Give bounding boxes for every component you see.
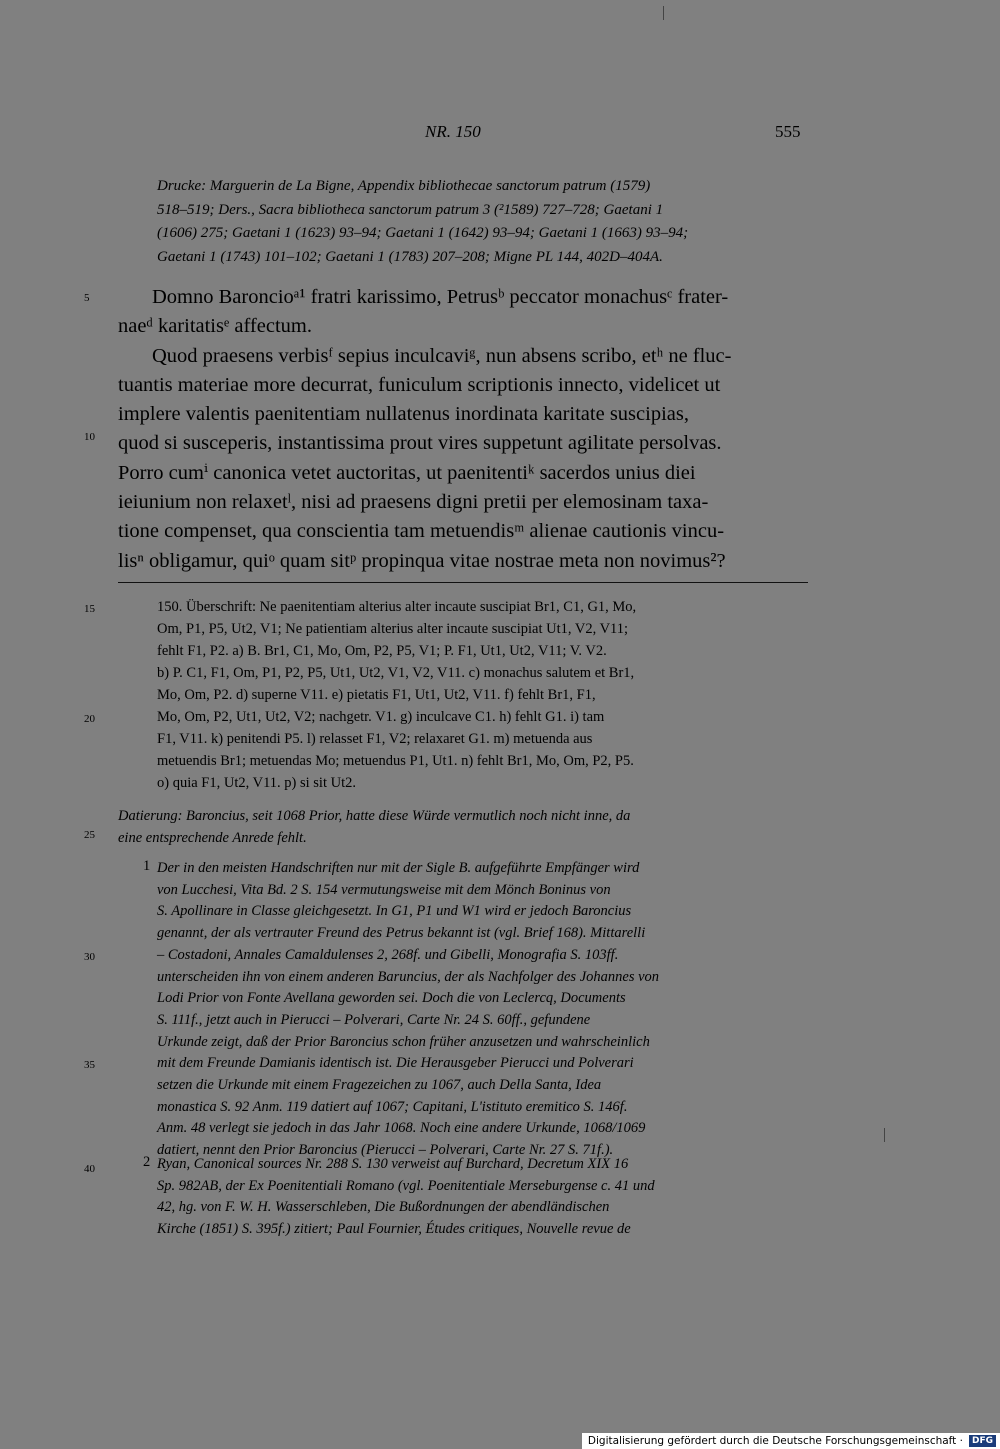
prints-line: (1606) 275; Gaetani 1 (1623) 93–94; Gaetani 1 (1642) 93–94; Gaetani 1 (1663) 93–94; bbox=[157, 225, 689, 242]
scan-mark bbox=[884, 1128, 885, 1142]
footnote-number: 1 bbox=[143, 858, 151, 874]
letter-line: tuantis materiae more decurrat, funiculum scriptionis innecto, videlicet ut bbox=[118, 373, 721, 396]
footnote-line: Lodi Prior von Fonte Avellana geworden sei. Doch die von Leclercq, Documents bbox=[157, 990, 626, 1007]
footnote-line: genannt, der als vertrauter Freund des Petrus bekannt ist (vgl. Brief 168). Mittarelli bbox=[157, 925, 646, 942]
footnote-line: mit dem Freunde Damianis identisch ist. Die Herausgeber Pierucci und Polverari bbox=[157, 1055, 634, 1072]
footnote-line: setzen die Urkunde mit einem Fragezeichen zu 1067, auch Della Santa, Idea bbox=[157, 1077, 602, 1094]
letter-line: naeᵈ karitatisᵉ affectum. bbox=[118, 315, 312, 338]
letter-line: Domno Baroncioᵃ¹ fratri karissimo, Petrusᵇ peccator monachusᶜ frater- bbox=[152, 286, 729, 308]
footnote-line: unterscheiden ihn von einem anderen Baruncius, der als Nachfolger des Johannes von bbox=[157, 968, 660, 985]
letter-line: Porro cumⁱ canonica vetet auctoritas, ut paenitentiᵏ sacerdos unius diei bbox=[118, 461, 696, 484]
footnote-line: 42, hg. von F. W. H. Wasserschleben, Die Bußordnungen der abendländischen bbox=[157, 1199, 610, 1216]
footer-text: Digitalisierung gefördert durch die Deutsche Forschungsgemeinschaft · bbox=[587, 1435, 963, 1447]
funding-footer bbox=[582, 1433, 1000, 1449]
footnote-line: Anm. 48 verlegt sie jedoch in das Jahr 1068. Noch eine andere Urkunde, 1068/1069 bbox=[157, 1120, 646, 1137]
letter-line: implere valentis paenitentiam nullatenus inordinata karitate suscipias, bbox=[118, 403, 689, 426]
apparatus-line: o) quia F1, Ut2, V11. p) si sit Ut2. bbox=[157, 775, 356, 791]
letter-line: quod si susceperis, instantissima prout vires suppetunt agilitate persolvas. bbox=[118, 432, 722, 455]
apparatus-line: 150. Überschrift: Ne paenitentiam alterius alter incaute suscipiat Br1, C1, G1, Mo, bbox=[157, 599, 637, 615]
prints-section bbox=[157, 175, 805, 269]
footnote-line: von Lucchesi, Vita Bd. 2 S. 154 vermutungsweise mit dem Mönch Boninus von bbox=[157, 881, 611, 898]
dfg-logo: DFG bbox=[969, 1435, 996, 1447]
footnote-1 bbox=[157, 858, 805, 1162]
line-number: 35 bbox=[84, 1059, 95, 1071]
apparatus-line: Om, P1, P5, Ut2, V1; Ne patientiam alterius alter incaute suscipiat Ut1, V2, V11; bbox=[157, 621, 629, 637]
line-number: 30 bbox=[84, 951, 95, 963]
line-number: 20 bbox=[84, 713, 95, 725]
page-number: 555 bbox=[775, 122, 801, 141]
line-number: 40 bbox=[84, 1163, 95, 1175]
letter-text bbox=[118, 283, 808, 576]
footnote-divider bbox=[118, 582, 808, 583]
dating-line: Datierung: Baroncius, seit 1068 Prior, hatte diese Würde vermutlich noch nicht inne, da bbox=[118, 808, 631, 824]
dating-note bbox=[118, 805, 808, 849]
apparatus-line: F1, V11. k) penitendi P5. l) relasset F1, V2; relaxaret G1. m) metuenda aus bbox=[157, 731, 593, 747]
critical-apparatus bbox=[157, 596, 805, 794]
footnote-line: datiert, nennt den Prior Baroncius (Pierucci – Polverari, Carte Nr. 27 S. 71f.). bbox=[157, 1142, 614, 1159]
footnote-line: S. Apollinare in Classe gleichgesetzt. In G1, P1 und W1 wird er jedoch Baroncius bbox=[157, 903, 632, 920]
prints-line: Drucke: Marguerin de La Bigne, Appendix bibliothecae sanctorum patrum (1579) bbox=[157, 178, 651, 194]
dating-line: eine entsprechende Anrede fehlt. bbox=[118, 830, 307, 846]
footnote-line: Sp. 982AB, der Ex Poenitentiali Romano (vgl. Poenitentiale Merseburgense c. 41 und bbox=[157, 1177, 655, 1194]
line-number: 10 bbox=[84, 431, 95, 443]
apparatus-line: fehlt F1, P2. a) B. Br1, C1, Mo, Om, P2, P5, V1; P. F1, Ut1, Ut2, V11; V. V2. bbox=[157, 643, 607, 659]
footnote-line: Ryan, Canonical sources Nr. 288 S. 130 verweist auf Burchard, Decretum XIX 16 bbox=[157, 1156, 629, 1172]
letter-line: lisⁿ obligamur, quiᵒ quam sitᵖ propinqua vitae nostrae meta non novimus²? bbox=[118, 549, 726, 572]
footnote-2 bbox=[157, 1154, 805, 1241]
footnote-line: Kirche (1851) S. 395f.) zitiert; Paul Fournier, Études critiques, Nouvelle revue de bbox=[157, 1221, 631, 1238]
running-title: NR. 150 bbox=[425, 122, 481, 141]
letter-line: Quod praesens verbisᶠ sepius inculcaviᵍ, nun absens scribo, etʰ ne fluc- bbox=[152, 344, 732, 367]
apparatus-line: Mo, Om, P2, Ut1, Ut2, V2; nachgetr. V1. g) inculcave C1. h) fehlt G1. i) tam bbox=[157, 709, 605, 725]
footnote-number: 2 bbox=[143, 1154, 151, 1170]
footnote-line: S. 111f., jetzt auch in Pierucci – Polverari, Carte Nr. 24 S. 60ff., gefundene bbox=[157, 1011, 591, 1028]
line-number: 25 bbox=[84, 829, 95, 841]
apparatus-line: metuendis Br1; metuendas Mo; metuendus P1, Ut1. n) fehlt Br1, Mo, Om, P2, P5. bbox=[157, 753, 634, 769]
line-number: 15 bbox=[84, 603, 95, 615]
scan-mark bbox=[663, 6, 664, 20]
line-number: 5 bbox=[84, 292, 90, 304]
letter-line: ieiunium non relaxetˡ, nisi ad praesens digni pretii per elemosinam taxa- bbox=[118, 491, 709, 514]
prints-line: 518–519; Ders., Sacra bibliotheca sanctorum patrum 3 (²1589) 727–728; Gaetani 1 bbox=[157, 201, 664, 218]
letter-line: tione compenset, qua conscientia tam metuendisᵐ alienae cautionis vincu- bbox=[118, 520, 725, 543]
footnote-line: Urkunde zeigt, daß der Prior Baroncius schon früher anzusetzen und wahrscheinlich bbox=[157, 1033, 650, 1050]
apparatus-line: b) P. C1, F1, Om, P1, P2, P5, Ut1, Ut2, V1, V2, V11. c) monachus salutem et Br1, bbox=[157, 665, 635, 681]
footnote-line: monastica S. 92 Anm. 119 datiert auf 1067; Capitani, L'istituto eremitico S. 146f. bbox=[157, 1098, 628, 1115]
footnote-line: Der in den meisten Handschriften nur mit der Sigle B. aufgeführte Empfänger wird bbox=[157, 860, 640, 876]
footnote-line: – Costadoni, Annales Camaldulenses 2, 268f. und Gibelli, Monografia S. 103ff. bbox=[157, 946, 619, 963]
apparatus-line: Mo, Om, P2. d) superne V11. e) pietatis F1, Ut1, Ut2, V11. f) fehlt Br1, F1, bbox=[157, 687, 596, 703]
prints-line: Gaetani 1 (1743) 101–102; Gaetani 1 (1783) 207–208; Migne PL 144, 402D–404A. bbox=[157, 248, 663, 265]
